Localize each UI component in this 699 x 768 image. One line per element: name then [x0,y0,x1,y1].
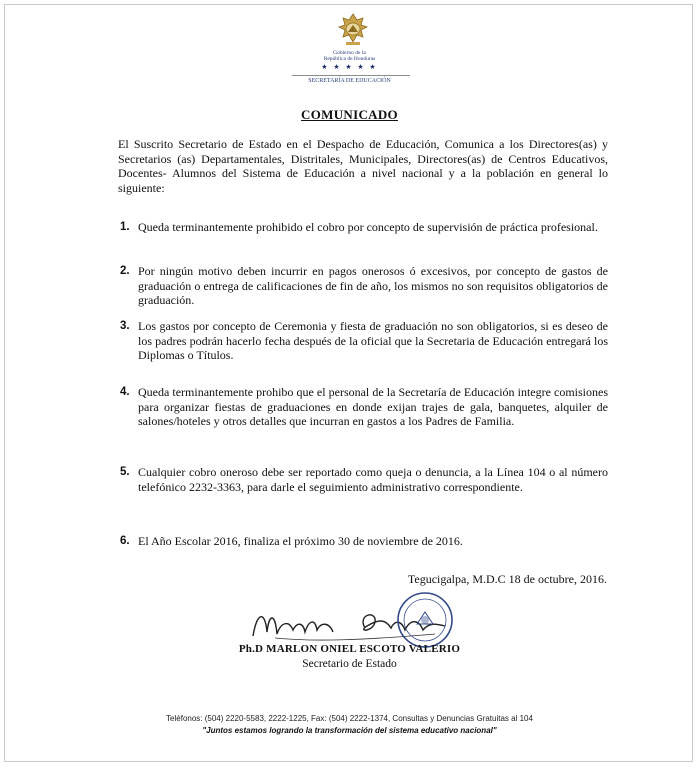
intro-paragraph: El Suscrito Secretario de Estado en el Despacho de Educación, Comunica a los Directores(as) y Secretarios (as) Departamentales, Distritales, Municipales, Directores(as) de Centros Educativos, Docentes- Alumnos del Sistema de Educación a nivel nacional y a la población en general lo siguiente: [118,137,608,195]
list-item-number: 4. [120,386,130,398]
list-item-text: Por ningún motivo deben incurrir en pagos onerosos ó excesivos, por concepto de gastos de graduación o entrega de calificaciones de fin de año, los mismos no son requisitos obligatorios de graduación. [138,264,608,307]
signer-title: Secretario de Estado [302,658,397,670]
list-item-number: 2. [120,265,130,277]
date-line: Tegucigalpa, M.D.C 18 de octubre, 2016. [407,572,607,586]
letterhead-line-2: República de Honduras [323,56,376,62]
list-item-text: El Año Escolar 2016, finaliza el próximo 30 de noviembre de 2016. [138,534,463,548]
document-title: COMUNICADO [301,107,398,122]
coat-of-arms-icon [336,12,370,48]
list-item-text: Queda terminantemente prohibo que el personal de la Secretaría de Educación integre comisiones para organizar fiestas de graduaciones en donde exijan trajes de gala, banquetes, alquiler de salones/hoteles y otros detalles que incurran en gastos a los Padres de Familia. [138,385,608,428]
list-item-number: 5. [120,466,130,478]
letterhead-divider [292,75,410,76]
list-item-number: 1. [120,221,130,233]
letterhead-line-1: Gobierno de la [333,50,366,56]
list-item-number: 3. [120,320,130,332]
footer-contact: Teléfonos: (504) 2220-5583, 2222-1225, Fax: (504) 2222-1374, Consultas y Denuncias Gratuitas al 104 [166,714,533,723]
letterhead [0,10,699,88]
official-stamp [395,590,455,650]
signer-name: Ph.D MARLON ONIEL ESCOTO VALERIO [238,643,461,655]
footer-slogan: "Juntos estamos logrando la transformación del sistema educativo nacional" [202,726,497,735]
list-item-text: Queda terminantemente prohibido el cobro por concepto de supervisión de práctica profesional. [138,220,598,234]
stars-icon: ★ ★ ★ ★ ★ [321,63,378,71]
list-item-text: Cualquier cobro oneroso debe ser reportado como queja o denuncia, a la Línea 104 o al número telefónico 2232-3363, para darle el seguimiento administrativo correspondiente. [138,465,608,494]
letterhead-subtitle: SECRETARÍA DE EDUCACIÓN [308,78,391,84]
list-item-text: Los gastos por concepto de Ceremonia y fiesta de graduación no son obligatorios, si es deseo de los padres podrán hacerlo fecha después de la oficial que la Secretaria de Educación entregará los Diplomas o Títulos. [138,319,608,362]
list-item-number: 6. [120,535,130,547]
